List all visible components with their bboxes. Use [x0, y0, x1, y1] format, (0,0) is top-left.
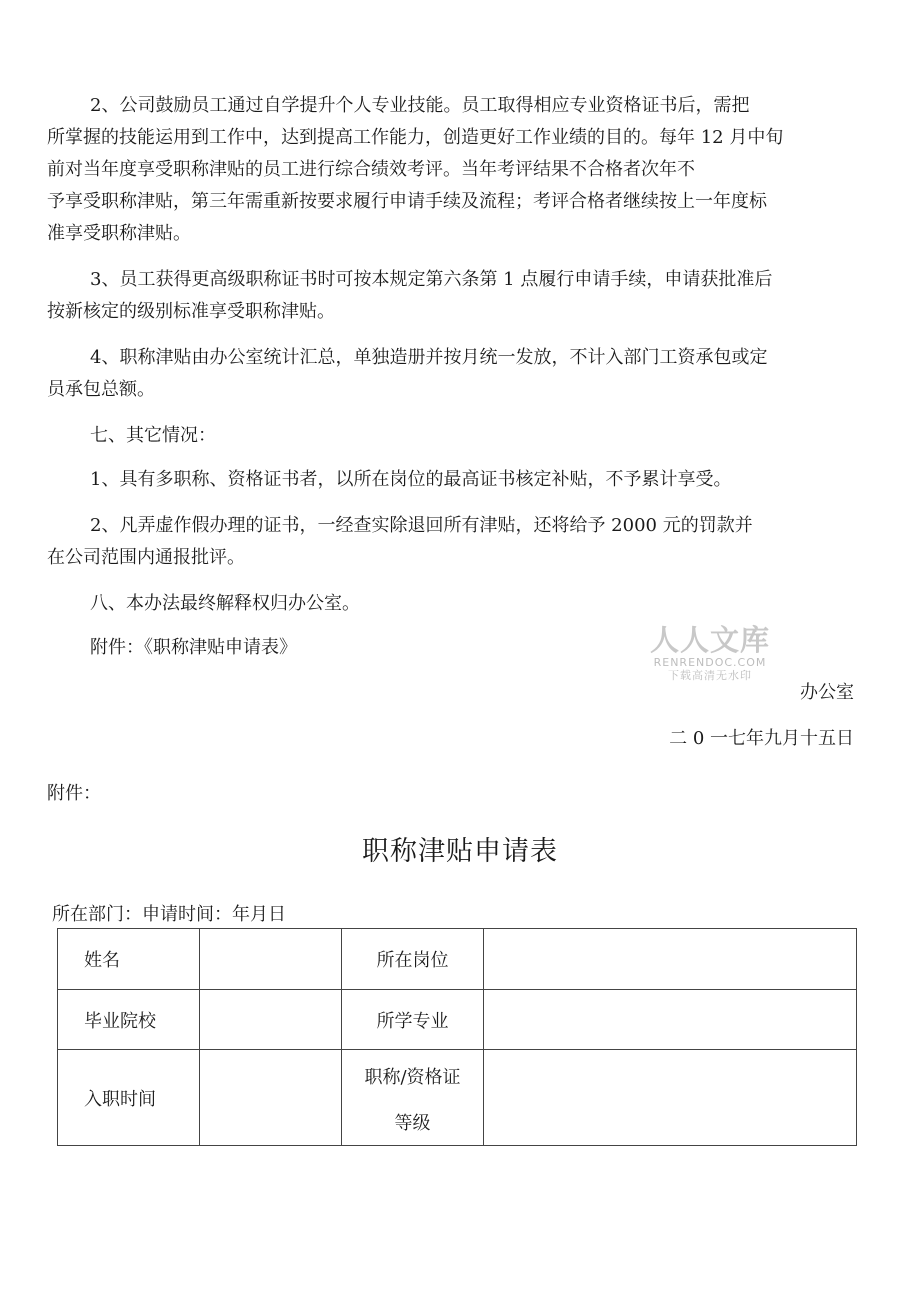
major-value-cell[interactable]: [484, 990, 857, 1050]
section-8: 八、本办法最终解释权归办公室。: [90, 593, 360, 614]
paragraph-2-line-3: 前对当年度享受职称津贴的员工进行综合绩效考评。当年考评结果不合格者次年不: [47, 159, 695, 180]
title-level-label-line-2: 等级: [394, 1112, 431, 1134]
table-row: [58, 929, 857, 990]
attachment-reference: 附件：《职称津贴申请表》: [90, 637, 297, 658]
title-level-value-cell[interactable]: [484, 1050, 857, 1146]
paragraph-2-line-4: 予享受职称津贴，第三年需重新按要求履行申请手续及流程；考评合格者继续按上一年度标: [47, 191, 767, 212]
hire-date-value-cell[interactable]: [200, 1050, 342, 1146]
signature-date: 二 0 一七年九月十五日: [669, 728, 854, 749]
section-7-heading: 七、其它情况：: [90, 425, 216, 446]
table-row: [58, 990, 857, 1050]
form-title: 职称津贴申请表: [362, 836, 558, 867]
name-label: 姓名: [58, 929, 200, 990]
paragraph-3-line-1: 3、员工获得更高级职称证书时可按本规定第六条第 1 点履行申请手续，申请获批准后: [90, 269, 773, 290]
watermark-domain: RENRENDOC.COM: [653, 656, 767, 669]
major-label: 所学专业: [342, 990, 484, 1050]
hire-date-label: 入职时间: [58, 1050, 200, 1146]
section-7-item-2-line-2: 在公司范围内通报批评。: [47, 547, 245, 568]
paragraph-4-line-2: 员承包总额。: [47, 379, 155, 400]
paragraph-3-line-2: 按新核定的级别标准享受职称津贴。: [47, 301, 335, 322]
paragraph-4-line-1: 4、职称津贴由办公室统计汇总，单独造册并按月统一发放，不计入部门工资承包或定: [90, 347, 768, 368]
paragraph-2-line-2: 所掌握的技能运用到工作中，达到提高工作能力，创造更好工作业绩的目的。每年 12 月中旬: [47, 127, 784, 148]
title-level-label: [342, 1050, 484, 1146]
appendix-label: 附件：: [47, 783, 101, 804]
application-form-table: [57, 928, 857, 1146]
section-7-item-1: 1、具有多职称、资格证书者，以所在岗位的最高证书核定补贴，不予累计享受。: [90, 469, 732, 490]
watermark-main-text: 人人文库: [649, 623, 770, 657]
form-meta: 所在部门：申请时间：年月日: [52, 904, 286, 925]
paragraph-2-line-1: 2、公司鼓励员工通过自学提升个人专业技能。员工取得相应专业资格证书后，需把: [90, 95, 750, 116]
position-label: 所在岗位: [342, 929, 484, 990]
school-label: 毕业院校: [58, 990, 200, 1050]
watermark-tagline: 下载高清无水印: [668, 669, 752, 682]
paragraph-2-line-5: 准享受职称津贴。: [47, 223, 191, 244]
table-row: [58, 1050, 857, 1146]
name-value-cell[interactable]: [200, 929, 342, 990]
school-value-cell[interactable]: [200, 990, 342, 1050]
title-level-label-line-1: 职称/资格证: [364, 1066, 461, 1088]
section-7-item-2-line-1: 2、凡弄虚作假办理的证书，一经查实除退回所有津贴，还将给予 2000 元的罚款并: [90, 515, 753, 536]
signature-office: 办公室: [800, 682, 854, 703]
watermark-logo: [646, 624, 774, 682]
position-value-cell[interactable]: [484, 929, 857, 990]
